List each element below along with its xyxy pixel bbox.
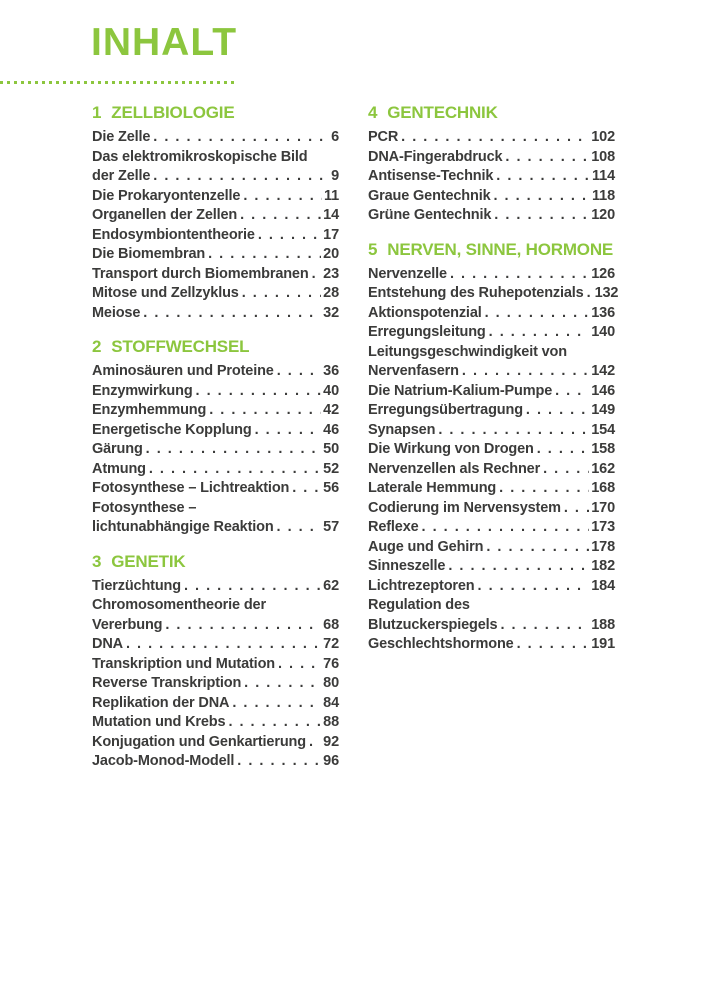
entry-page-number: 132: [594, 285, 619, 301]
entry-page-number: 42: [323, 402, 339, 418]
toc-section: [368, 103, 615, 226]
dot-leader: [500, 616, 589, 636]
toc-entry: [92, 460, 339, 480]
entry-label: Organellen der Zellen: [92, 207, 238, 223]
dot-leader: [494, 187, 591, 207]
toc-entry: [368, 518, 615, 538]
toc-entry: [92, 440, 339, 460]
dot-leader: [478, 577, 590, 597]
entry-label: DNA: [92, 636, 123, 652]
toc-entry: [92, 362, 339, 382]
entry-page-number: 36: [323, 363, 339, 379]
toc-column-1: [92, 103, 339, 772]
toc-entry: [368, 538, 615, 558]
entry-label: Sinneszelle: [368, 558, 446, 574]
section-heading: [368, 240, 615, 260]
toc-section: [92, 103, 339, 323]
entry-page-number: 178: [591, 538, 615, 555]
entry-label: Codierung im Nervensystem: [368, 499, 561, 516]
dot-leader: [587, 284, 593, 304]
toc-entry: [92, 284, 339, 304]
entry-label: Entstehung des Ruhepotenzials: [368, 285, 584, 301]
entry-page-number: 68: [323, 616, 339, 633]
dot-leader: [486, 538, 589, 558]
toc-entry: [368, 421, 615, 441]
section-title: ZELLBIOLOGIE: [111, 103, 235, 122]
section-number: 2: [92, 337, 102, 356]
entry-page-number: 102: [591, 129, 615, 145]
toc-entry: [92, 713, 339, 733]
entry-page-number: 72: [323, 636, 339, 652]
entry-page-number: 14: [323, 207, 339, 223]
entry-label: Gärung: [92, 441, 143, 457]
dot-leader: [505, 148, 589, 168]
toc-entry: [92, 596, 339, 616]
entry-label: Transkription und Mutation: [92, 655, 275, 672]
entry-page-number: 120: [591, 207, 615, 223]
entry-page-number: 140: [591, 324, 615, 340]
entry-page-number: 46: [323, 421, 339, 438]
toc-entry: [92, 518, 339, 538]
entry-label: Das elektromikroskopische Bild: [92, 148, 308, 165]
entry-label: Grüne Gentechnik: [368, 207, 492, 223]
toc-entry: [92, 635, 339, 655]
dot-leader: [543, 460, 589, 480]
entry-page-number: 118: [592, 187, 615, 204]
entry-page-number: 142: [591, 363, 615, 379]
toc-entry: [92, 187, 339, 207]
entry-label: Regulation des: [368, 597, 470, 613]
entry-label: der Zelle: [92, 168, 151, 184]
entry-page-number: 32: [323, 304, 339, 321]
entry-page-number: 62: [323, 577, 339, 594]
entry-label: Endosymbiontentheorie: [92, 226, 255, 243]
section-title: GENETIK: [111, 551, 186, 571]
dot-leader: [462, 362, 589, 382]
toc-entry: [92, 401, 339, 421]
toc-entry: [92, 674, 339, 694]
entry-label: Nervenfasern: [368, 363, 459, 379]
dot-leader: [146, 440, 321, 460]
entry-label: Tierzüchtung: [92, 577, 181, 594]
entry-page-number: 40: [323, 382, 339, 399]
entry-label: Konjugation und Genkartierung: [92, 733, 306, 750]
dot-leader: [196, 382, 322, 402]
entry-page-number: 9: [331, 168, 339, 184]
entry-label: Reverse Transkription: [92, 675, 242, 691]
entry-label: Laterale Hemmung: [368, 480, 497, 496]
entry-page-number: 50: [323, 441, 339, 457]
section-title: NERVEN, SINNE, HORMONE: [387, 239, 614, 259]
entry-label: Antisense-Technik: [368, 168, 494, 184]
toc-columns: [92, 103, 619, 772]
dot-leader: [165, 616, 321, 636]
entry-page-number: 184: [591, 577, 615, 594]
entry-label: DNA-Fingerabdruck: [368, 148, 503, 165]
toc-entry: [368, 499, 615, 519]
toc-entry: [368, 187, 615, 207]
dot-leader: [242, 284, 321, 304]
dot-leader: [209, 401, 321, 421]
toc-entry: [92, 479, 339, 499]
page-title: INHALT: [91, 21, 238, 64]
entry-page-number: 92: [323, 733, 339, 750]
dot-leader: [422, 518, 590, 538]
entry-label: Leitungsgeschwindigkeit von: [368, 343, 567, 360]
toc-entry: [368, 148, 615, 168]
toc-entry: [368, 616, 615, 636]
entry-label: Transport durch Biomembranen: [92, 265, 309, 282]
entry-page-number: 20: [323, 246, 339, 262]
entry-page-number: 52: [323, 460, 339, 477]
entry-page-number: 182: [591, 558, 615, 574]
dot-leader: [517, 635, 590, 655]
toc-entry: [92, 265, 339, 285]
toc-section: [92, 337, 339, 538]
dot-leader: [258, 226, 321, 246]
section-heading: [92, 103, 339, 123]
entry-page-number: 76: [323, 655, 339, 672]
dot-leader: [184, 577, 321, 597]
toc-section: [368, 239, 619, 655]
entry-page-number: 57: [323, 519, 339, 535]
toc-entry: [368, 343, 615, 363]
dot-leader: [232, 694, 321, 714]
entry-label: Atmung: [92, 460, 146, 477]
toc-entry: [368, 284, 619, 304]
dot-leader: [277, 362, 321, 382]
entry-page-number: 162: [591, 460, 615, 477]
entry-label: Erregungsübertragung: [368, 402, 523, 418]
dot-leader: [243, 187, 322, 207]
toc-entry: [368, 401, 615, 421]
dot-leader: [278, 655, 321, 675]
toc-entry: [92, 694, 339, 714]
toc-entry: [368, 557, 615, 577]
entry-label: Enzymwirkung: [92, 382, 193, 399]
toc-entry: [368, 304, 615, 324]
section-number: 5: [368, 239, 378, 259]
dot-leader: [564, 499, 589, 519]
toc-entry: [368, 128, 615, 148]
toc-entry: [92, 655, 339, 675]
toc-column-2: [368, 103, 619, 772]
entry-page-number: 6: [331, 129, 339, 145]
dot-leader: [309, 733, 321, 753]
entry-label: Replikation der DNA: [92, 694, 230, 711]
entry-label: Enzymhemmung: [92, 402, 207, 418]
toc-entry: [92, 499, 339, 519]
toc-entry: [368, 323, 615, 343]
entry-label: Synapsen: [368, 421, 436, 438]
toc-entry: [92, 226, 339, 246]
entry-label: Aminosäuren und Proteine: [92, 363, 274, 379]
entry-page-number: 149: [591, 402, 615, 418]
entry-page-number: 28: [323, 285, 339, 301]
dot-leader: [149, 460, 321, 480]
entry-label: Lichtrezeptoren: [368, 577, 475, 594]
toc-entry: [368, 440, 615, 460]
dot-leader: [494, 206, 589, 226]
dot-leader: [292, 479, 321, 499]
toc-entry: [92, 733, 339, 753]
dot-leader: [126, 635, 321, 655]
entry-label: Meiose: [92, 304, 141, 321]
entry-label: Die Zelle: [92, 129, 151, 145]
entry-page-number: 80: [323, 675, 339, 691]
dot-leader: [555, 382, 589, 402]
entry-label: Fotosynthese – Lichtreaktion: [92, 480, 290, 496]
entry-label: Jacob-Monod-Modell: [92, 753, 235, 769]
entry-page-number: 126: [591, 265, 615, 282]
section-title: STOFFWECHSEL: [111, 337, 250, 356]
entry-page-number: 88: [323, 714, 339, 730]
entry-label: Die Biomembran: [92, 246, 206, 262]
entry-label: Mitose und Zellzyklus: [92, 285, 239, 301]
entry-label: Die Prokaryontenzelle: [92, 187, 241, 204]
toc-entry: [92, 382, 339, 402]
section-heading: [368, 103, 615, 123]
entry-label: PCR: [368, 129, 399, 145]
entry-label: Die Natrium-Kalium-Pumpe: [368, 382, 553, 399]
section-title: GENTECHNIK: [387, 103, 498, 122]
toc-entry: [92, 577, 339, 597]
entry-page-number: 23: [323, 265, 339, 282]
dot-leader: [228, 713, 321, 733]
toc-entry: [368, 265, 615, 285]
entry-page-number: 188: [591, 616, 615, 633]
section-heading: [92, 337, 339, 357]
entry-page-number: 17: [323, 226, 339, 243]
toc-entry: [368, 382, 615, 402]
toc-entry: [368, 206, 615, 226]
entry-page-number: 173: [591, 519, 615, 535]
section-number: 4: [368, 103, 378, 122]
section-heading: [92, 552, 339, 572]
entry-page-number: 136: [591, 304, 615, 321]
entry-page-number: 158: [591, 441, 615, 457]
dot-leader: [499, 479, 589, 499]
section-number: 3: [92, 551, 102, 571]
entry-page-number: 96: [323, 753, 339, 769]
dot-leader: [312, 265, 322, 285]
toc-entry: [368, 479, 615, 499]
dot-leader: [450, 265, 589, 285]
toc-entry: [92, 421, 339, 441]
entry-page-number: 56: [323, 480, 339, 496]
entry-page-number: 154: [591, 421, 615, 438]
toc-entry: [368, 362, 615, 382]
toc-entry: [368, 635, 615, 655]
entry-label: Reflexe: [368, 519, 419, 535]
entry-label: Auge und Gehirn: [368, 538, 484, 555]
toc-entry: [92, 245, 339, 265]
entry-page-number: 11: [323, 187, 339, 204]
toc-entry: [368, 596, 615, 616]
toc-section: [92, 552, 339, 772]
toc-entry: [368, 460, 615, 480]
entry-page-number: 170: [591, 499, 615, 516]
entry-label: Geschlechtshormone: [368, 636, 514, 652]
entry-page-number: 114: [592, 168, 615, 184]
entry-label: Blutzuckerspiegels: [368, 616, 498, 633]
dot-leader: [237, 752, 321, 772]
entry-label: lichtunabhängige Reaktion: [92, 519, 274, 535]
dot-leader: [153, 167, 329, 187]
entry-label: Graue Gentechnik: [368, 187, 491, 204]
dot-leader: [526, 401, 589, 421]
toc-entry: [92, 128, 339, 148]
entry-label: Erregungsleitung: [368, 324, 486, 340]
entry-label: Mutation und Krebs: [92, 714, 226, 730]
dot-leader: [244, 674, 321, 694]
entry-page-number: 84: [323, 694, 339, 711]
entry-page-number: 108: [591, 148, 615, 165]
toc-entry: [92, 304, 339, 324]
entry-page-number: 191: [591, 636, 615, 652]
dot-leader: [496, 167, 590, 187]
dot-leader: [240, 206, 321, 226]
dot-leader: [277, 518, 322, 538]
dot-leader: [485, 304, 590, 324]
dot-leader: [537, 440, 590, 460]
entry-label: Vererbung: [92, 616, 163, 633]
entry-label: Chromosomentheorie der: [92, 597, 266, 613]
entry-page-number: 168: [591, 480, 615, 496]
toc-entry: [368, 167, 615, 187]
toc-entry: [92, 752, 339, 772]
toc-entry: [92, 616, 339, 636]
toc-entry: [92, 206, 339, 226]
dotted-divider: [0, 81, 234, 84]
toc-entry: [368, 577, 615, 597]
entry-label: Nervenzellen als Rechner: [368, 460, 541, 477]
dot-leader: [143, 304, 321, 324]
dot-leader: [208, 245, 321, 265]
dot-leader: [438, 421, 589, 441]
dot-leader: [255, 421, 322, 441]
entry-label: Die Wirkung von Drogen: [368, 441, 534, 457]
entry-label: Energetische Kopplung: [92, 421, 252, 438]
dot-leader: [489, 323, 590, 343]
section-number: 1: [92, 103, 102, 122]
toc-entry: [92, 148, 339, 168]
dot-leader: [401, 128, 589, 148]
entry-label: Nervenzelle: [368, 265, 447, 282]
dot-leader: [153, 128, 329, 148]
dot-leader: [448, 557, 589, 577]
entry-page-number: 146: [591, 382, 615, 399]
entry-label: Aktionspotenzial: [368, 304, 482, 321]
entry-label: Fotosynthese –: [92, 499, 197, 516]
toc-entry: [92, 167, 339, 187]
